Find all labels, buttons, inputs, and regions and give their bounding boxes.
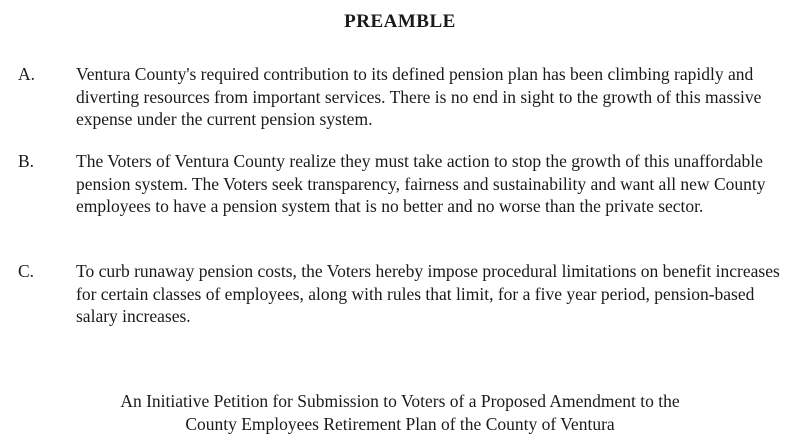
page-title: PREAMBLE bbox=[344, 11, 456, 32]
footer-line-2: County Employees Retirement Plan of the County of Ventura bbox=[185, 413, 615, 434]
item-letter: B. bbox=[18, 151, 35, 171]
petition-footer bbox=[0, 390, 800, 435]
item-paragraph: The Voters of Ventura County realize they must take action to stop the growth of this unaffordable pension system. The Voters seek transparency, fairness and sustainability and want all new County employees to have a pension system that is no better and no worse than the private sector. bbox=[76, 151, 766, 216]
item-paragraph: Ventura County's required contribution to its defined pension plan has been climbing rapidly and diverting resources from important services. There is no end in sight to the growth of this massive expense under the current pension system. bbox=[76, 64, 762, 129]
footer-line-1: An Initiative Petition for Submission to Voters of a Proposed Amendment to the bbox=[120, 391, 680, 411]
item-letter: C. bbox=[18, 261, 35, 281]
item-letter: A. bbox=[18, 64, 36, 84]
item-paragraph: To curb runaway pension costs, the Voters hereby impose procedural limitations on benefit increases for certain classes of employees, along with rules that limit, for a five year period, pension-based salary increases. bbox=[76, 261, 780, 326]
